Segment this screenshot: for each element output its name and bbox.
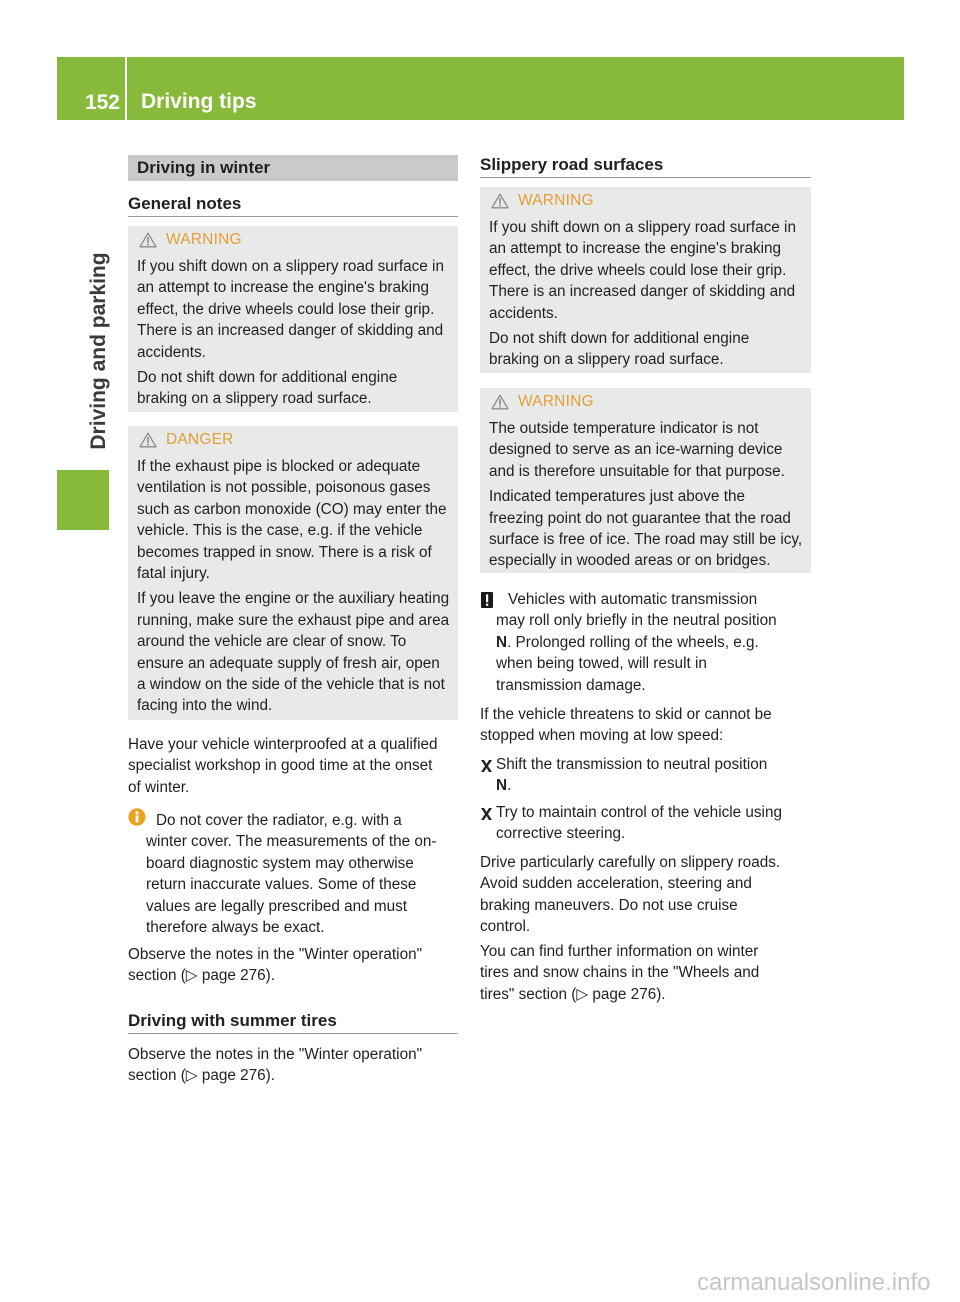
warning-label: WARNING (518, 393, 594, 410)
step-arrow-icon (481, 760, 492, 772)
heading-general-notes: General notes (128, 192, 458, 217)
step-text (480, 754, 811, 797)
step-item (480, 754, 811, 797)
warning-triangle-icon (491, 193, 509, 209)
further-info-paragraph: You can find further information on winter tires and snow chains in the "Wheels and tires" section (▷ page 276). (480, 943, 760, 1003)
info-note-text: Do not cover the radiator, e.g. with a winter cover. The measurements of the on- board diagnostic system may otherwise return inaccurate values. Some of these values are legally prescribed and must therefore always be exact. (146, 812, 437, 937)
winterproof-paragraph: Have your vehicle winterproofed at a qualified specialist workshop in good time at the onset of winter. (128, 736, 438, 796)
page-title: Driving tips (141, 90, 257, 113)
right-column (480, 0, 811, 1100)
info-note (128, 810, 458, 938)
warning-header (489, 190, 811, 212)
warning-triangle-icon (491, 394, 509, 410)
warning-text: Indicated temperatures just above the freezing point do not guarantee that the road surface is free of ice. The road may still be icy, especially in wooded areas or on bridges. (489, 488, 803, 570)
warning-triangle-icon (139, 232, 157, 248)
danger-header (137, 429, 458, 451)
warning-text: If you shift down on a slippery road surface in an attempt to increase the engine's braking effect, the drive wheels could lose their grip. There is an increased danger of skidding and accidents. (137, 258, 444, 361)
page-number: 152 (84, 91, 120, 114)
warning-label: WARNING (166, 231, 242, 248)
caution-note-text (480, 589, 811, 696)
warning-text: Do not shift down for additional engine braking on a slippery road surface. (137, 369, 398, 408)
caution-note (480, 589, 811, 696)
step-text-part: Shift the transmission to neutral position (496, 756, 768, 773)
summer-tires-paragraph: Observe the notes in the "Winter operation" section (▷ page 276). (128, 1046, 423, 1085)
header-divider (125, 57, 127, 120)
caution-note-text-part: . Prolonged rolling of the wheels, e.g. when being towed, will result in transmission damage. (496, 633, 759, 694)
warning-box-shift-down (128, 226, 458, 412)
warning-box-temperature-indicator (480, 388, 811, 573)
warning-box-shift-down-slippery (480, 187, 811, 373)
danger-text: If the exhaust pipe is blocked or adequate ventilation is not possible, poisonous gases such as carbon monoxide (CO) may enter the vehicle. This is the case, e.g. if the vehicle becomes trapped in snow. There is a risk of fatal injury. (137, 458, 447, 583)
danger-text: If you leave the engine or the auxiliary heating running, make sure the exhaust pipe and area around the vehicle are clear of snow. To ensure an adequate supply of fresh air, open a window on the side of the vehicle that is not facing into the wind. (137, 590, 450, 715)
heading-slippery-road-surfaces: Slippery road surfaces (480, 153, 811, 178)
warning-header (489, 391, 811, 413)
info-icon (128, 808, 146, 826)
winter-operation-reference: Observe the notes in the "Winter operation" section (▷ page 276). (128, 946, 423, 985)
step-arrow-icon (481, 808, 492, 820)
heading-summer-tires: Driving with summer tires (128, 1009, 458, 1034)
left-column (128, 0, 458, 1100)
page-number-box (57, 57, 125, 120)
step-text: Try to maintain control of the vehicle using corrective steering. (496, 804, 782, 843)
step-text-part: . (507, 777, 512, 795)
warning-label: WARNING (518, 192, 594, 209)
chapter-tab-label: Driving and parking (87, 252, 110, 450)
danger-box-exhaust (128, 426, 458, 720)
warning-triangle-icon (139, 432, 157, 448)
watermark: carmanualsonline.info (697, 1269, 931, 1296)
section-bar-driving-in-winter: Driving in winter (128, 155, 458, 181)
gear-position-n: N (496, 777, 508, 795)
warning-text: If you shift down on a slippery road surface in an attempt to increase the engine's braking effect, the drive wheels could lose their grip. There is an increased danger of skidding and accidents. (489, 219, 796, 322)
warning-header (137, 229, 458, 251)
danger-label: DANGER (166, 431, 234, 448)
gear-position-n: N (496, 633, 508, 651)
warning-text: The outside temperature indicator is not designed to serve as an ice-warning device and is therefore unsuitable for that purpose. (489, 420, 785, 480)
chapter-tab-marker (57, 470, 109, 530)
step-item (480, 802, 811, 845)
skid-intro-paragraph: If the vehicle threatens to skid or cannot be stopped when moving at low speed: (480, 706, 772, 745)
caution-icon (481, 592, 493, 608)
warning-text: Do not shift down for additional engine braking on a slippery road surface. (489, 330, 750, 369)
caution-note-text-part: Vehicles with automatic transmission may roll only briefly in the neutral position (496, 591, 777, 630)
drive-carefully-paragraph: Drive particularly carefully on slippery roads. Avoid sudden acceleration, steering and braking maneuvers. Do not use cruise control. (480, 854, 781, 936)
